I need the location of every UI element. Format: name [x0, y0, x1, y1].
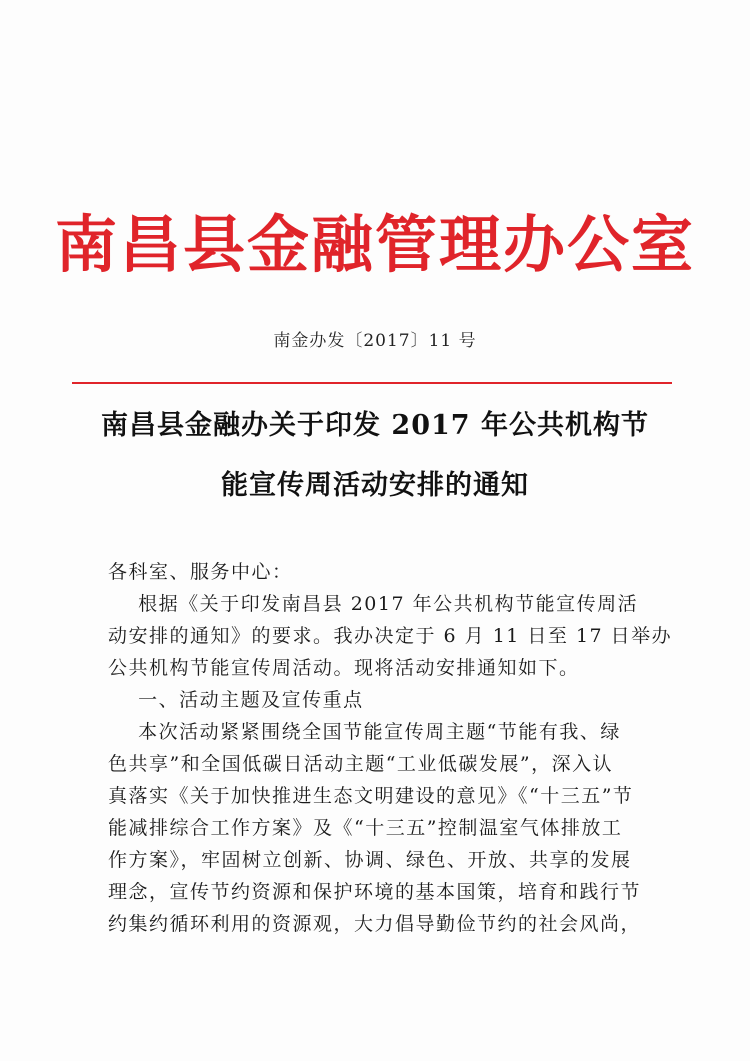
body-line: 真落实《关于加快推进生态文明建设的意见》《“十三五”节 [108, 785, 634, 807]
body-line: 本次活动紧紧围绕全国节能宣传周主题“节能有我、绿 [108, 721, 621, 743]
body-line: 理念，宣传节约资源和保护环境的基本国策，培育和践行节 [108, 881, 642, 903]
section-heading: 一、活动主题及宣传重点 [108, 689, 364, 711]
red-divider-line [72, 382, 672, 384]
document-number: 南金办发〔2017〕11 号 [273, 331, 477, 351]
document-body [108, 556, 673, 940]
body-line: 根据《关于印发南昌县 2017 年公共机构节能宣传周活 [108, 593, 639, 615]
title-line-1: 南昌县金融办关于印发 2017 年公共机构节 [101, 410, 649, 441]
body-line: 约集约循环利用的资源观，大力倡导勤俭节约的社会风尚， [108, 913, 642, 935]
organization-header: 南昌县金融管理办公室 [54, 208, 695, 281]
title-line-2: 能宣传周活动安排的通知 [221, 470, 529, 501]
body-line: 能减排综合工作方案》及《“十三五”控制温室气体排放工 [108, 817, 623, 839]
body-line: 公共机构节能宣传周活动。现将活动安排通知如下。 [108, 657, 580, 679]
body-line: 各科室、服务中心： [108, 561, 293, 583]
body-line: 动安排的通知》的要求。我办决定于 6 月 11 日至 17 日举办 [108, 625, 673, 647]
body-line: 色共享”和全国低碳日活动主题“工业低碳发展”，深入认 [108, 753, 614, 775]
body-line: 作方案》，牢固树立创新、协调、绿色、开放、共享的发展 [108, 849, 632, 871]
document-title [0, 402, 750, 522]
